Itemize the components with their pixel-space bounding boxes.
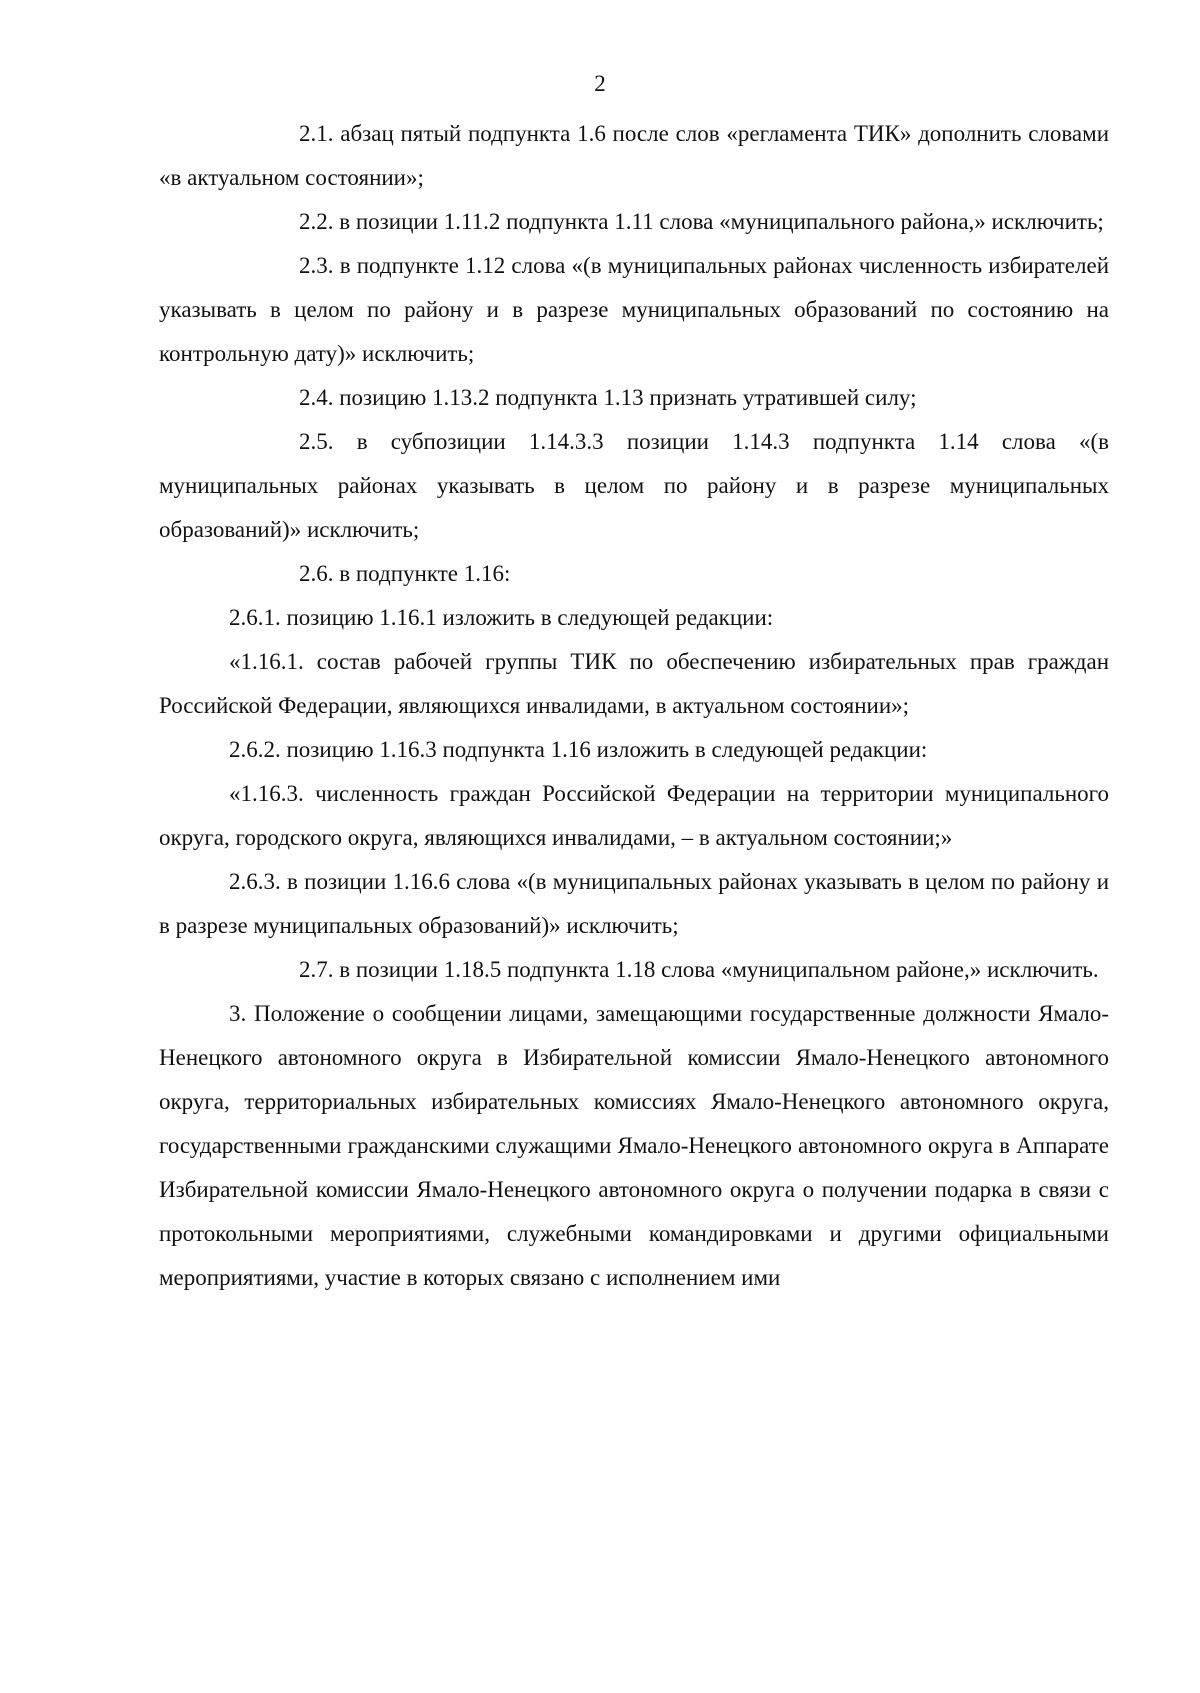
paragraph-number: 2.6. (299, 561, 334, 586)
document-body (159, 112, 1109, 1300)
quoted-paragraph-1-16-1 (159, 640, 1109, 728)
paragraph-text: в подпункте 1.16: (339, 561, 511, 586)
paragraph-2-6-3 (159, 860, 1109, 948)
paragraph-number: 2.7. (299, 957, 334, 982)
paragraph-2-6 (159, 552, 1109, 596)
paragraph-text: «1.16.3. численность граждан Российской Федерации на территории муниципального округа, городского округа, являющихся инвалидами, – в актуальном состоянии;» (159, 781, 1109, 850)
paragraph-2-3 (159, 244, 1109, 376)
paragraph-text: позицию 1.16.1 изложить в следующей редакции: (286, 605, 774, 630)
paragraph-2-2 (159, 200, 1109, 244)
paragraph-number: 2.6.2. (229, 737, 281, 762)
paragraph-number: 2.3. (299, 253, 334, 278)
paragraph-3 (159, 992, 1109, 1300)
paragraph-number: 2.2. (299, 209, 334, 234)
page-number: 2 (594, 71, 606, 96)
paragraph-text: абзац пятый подпункта 1.6 после слов «регламента ТИК» дополнить словами «в актуальном состоянии»; (159, 121, 1110, 190)
paragraph-2-6-1 (159, 596, 1109, 640)
paragraph-2-4 (159, 376, 1109, 420)
paragraph-2-6-2 (159, 728, 1109, 772)
quoted-paragraph-1-16-3 (159, 772, 1109, 860)
paragraph-text: Положение о сообщении лицами, замещающими государственные должности Ямало-Ненецкого автономного округа в Избирательной комиссии Ямало-Ненецкого автономного округа, территориальных избирательных комиссиях Ямало-Ненецкого автономного округа, государственными гражданскими служащими Ямало-Ненецкого автономного округа в Аппарате Избирательной комиссии Ямало-Ненецкого автономного округа о получении подарка в связи с протокольными мероприятиями, служебными командировками и другими официальными мероприятиями, участие в которых связано с исполнением ими (159, 1001, 1110, 1290)
paragraph-number: 2.6.1. (229, 605, 281, 630)
paragraph-2-5 (159, 420, 1109, 552)
paragraph-text: в позиции 1.18.5 подпункта 1.18 слова «муниципальном районе,» исключить. (339, 957, 1099, 982)
paragraph-text: позицию 1.13.2 подпункта 1.13 признать утратившей силу; (339, 385, 917, 410)
paragraph-text: в позиции 1.16.6 слова «(в муниципальных районах указывать в целом по району и в разрезе муниципальных образований)» исключить; (159, 869, 1110, 938)
paragraph-text: в позиции 1.11.2 подпункта 1.11 слова «муниципального района,» исключить; (339, 209, 1104, 234)
paragraph-text: позицию 1.16.3 подпункта 1.16 изложить в следующей редакции: (286, 737, 928, 762)
paragraph-2-1 (159, 112, 1109, 200)
paragraph-number: 2.4. (299, 385, 334, 410)
paragraph-text: в подпункте 1.12 слова «(в муниципальных районах численность избирателей указывать в целом по району и в разрезе муниципальных образований по состоянию на контрольную дату)» исключить; (159, 253, 1110, 366)
paragraph-text: в субпозиции 1.14.3.3 позиции 1.14.3 подпункта 1.14 слова «(в муниципальных районах указывать в целом по району и в разрезе муниципальных образований)» исключить; (159, 429, 1109, 542)
paragraph-number: 3. (229, 1001, 247, 1026)
paragraph-2-7 (159, 948, 1109, 992)
paragraph-number: 2.6.3. (229, 869, 281, 894)
paragraph-text: «1.16.1. состав рабочей группы ТИК по обеспечению избирательных прав граждан Российской Федерации, являющихся инвалидами, в актуальном состоянии»; (159, 649, 1109, 718)
paragraph-number: 2.5. (299, 429, 334, 454)
paragraph-number: 2.1. (299, 121, 334, 146)
